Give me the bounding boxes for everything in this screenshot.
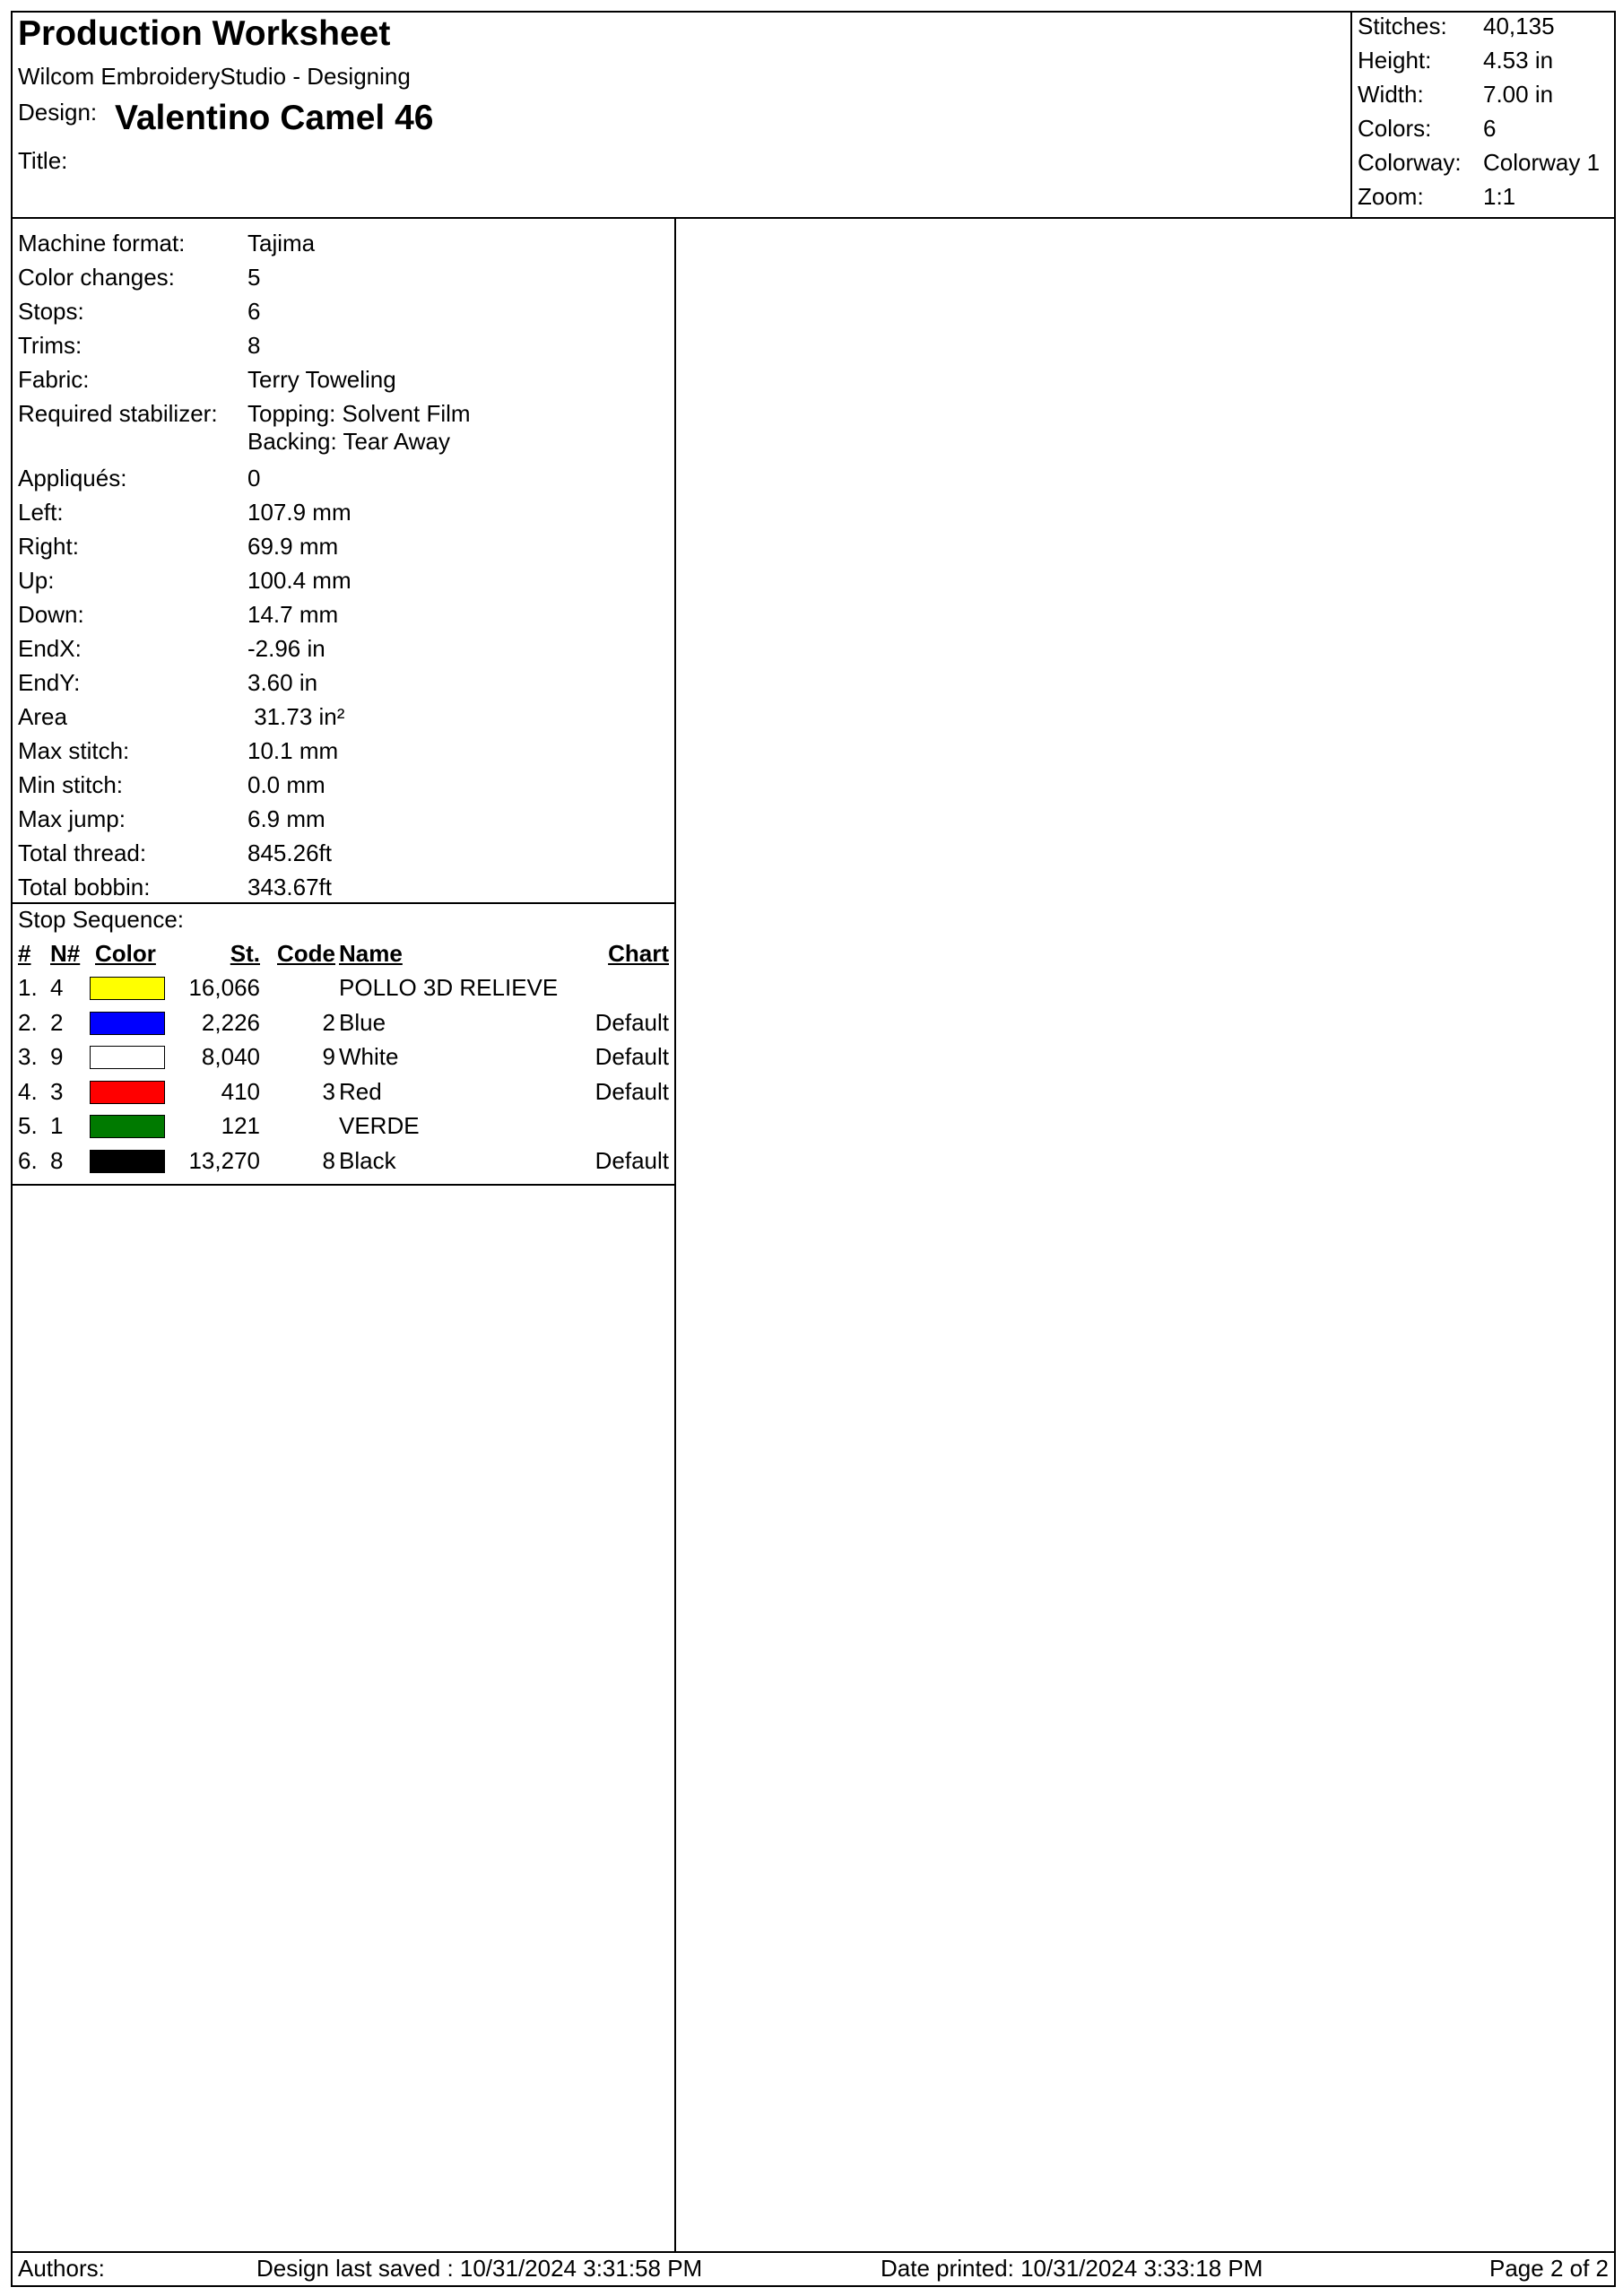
summary-value: 1:1: [1483, 183, 1516, 210]
header-name: Name: [339, 940, 403, 967]
info-value: 31.73 in²: [247, 703, 345, 730]
summary-row-stitches: [1352, 13, 1616, 47]
info-value: 6.9 mm: [247, 805, 325, 832]
header: [13, 13, 1614, 219]
info-label: EndX:: [18, 635, 82, 662]
info-label: Machine format:: [18, 230, 186, 257]
stop-needle: 8: [50, 1147, 64, 1174]
stop-stitches: 8,040: [201, 1043, 260, 1070]
info-value: 845.26ft: [247, 839, 332, 866]
info-value: Topping: Solvent Film: [247, 400, 471, 427]
color-swatch: [90, 1012, 165, 1035]
info-label: Right:: [18, 533, 79, 560]
info-label: Down:: [18, 601, 84, 628]
info-value: Tajima: [247, 230, 316, 257]
stop-code: 2: [322, 1009, 335, 1036]
color-swatch: [90, 977, 165, 1000]
design-info-panel: [13, 219, 676, 1186]
stop-chart: Default: [595, 1009, 669, 1036]
stop-chart: Default: [595, 1078, 669, 1105]
info-label: Required stabilizer:: [18, 400, 218, 427]
summary-value: Colorway 1: [1483, 149, 1601, 176]
color-swatch: [90, 1081, 165, 1104]
panel-divider: [674, 1184, 676, 2251]
info-value: 69.9 mm: [247, 533, 339, 560]
header-code: Code: [277, 940, 335, 967]
header-index: #: [18, 940, 31, 967]
info-label: Max jump:: [18, 805, 126, 832]
summary-row-height: [1352, 47, 1616, 81]
stop-name: Red: [339, 1078, 382, 1105]
color-swatch: [90, 1046, 165, 1069]
design-name: Valentino Camel 46: [115, 99, 434, 137]
info-label: Color changes:: [18, 264, 175, 291]
info-label: Stops:: [18, 298, 84, 325]
stop-sequence-title: Stop Sequence:: [18, 906, 185, 933]
info-label: Up:: [18, 567, 55, 594]
summary-value: 6: [1483, 115, 1497, 142]
color-swatch: [90, 1150, 165, 1173]
info-label: Trims:: [18, 332, 82, 359]
info-value: 3.60 in: [247, 669, 318, 696]
info-value: Terry Toweling: [247, 366, 396, 393]
info-label: EndY:: [18, 669, 81, 696]
info-label: Left:: [18, 499, 64, 526]
summary-label: Zoom:: [1358, 183, 1424, 210]
info-value: 14.7 mm: [247, 601, 339, 628]
summary-label: Width:: [1358, 81, 1424, 108]
design-label: Design:: [18, 99, 98, 126]
summary-value: 40,135: [1483, 13, 1555, 39]
stop-stitches: 121: [221, 1112, 260, 1139]
stop-chart: Default: [595, 1147, 669, 1174]
stop-name: White: [339, 1043, 399, 1070]
stop-needle: 2: [50, 1009, 64, 1036]
info-value: 100.4 mm: [247, 567, 352, 594]
header-chart: Chart: [608, 940, 669, 967]
stop-index: 4.: [18, 1078, 38, 1105]
summary-label: Height:: [1358, 47, 1432, 74]
stop-code: 3: [322, 1078, 335, 1105]
stop-stitches: 2,226: [201, 1009, 260, 1036]
footer-date-printed: Date printed: 10/31/2024 3:33:18 PM: [881, 2255, 1263, 2282]
info-label: Min stitch:: [18, 771, 124, 798]
stop-index: 5.: [18, 1112, 38, 1139]
info-value: 5: [247, 264, 261, 291]
header-color: Color: [95, 940, 156, 967]
info-value: 8: [247, 332, 261, 359]
stop-needle: 4: [50, 974, 64, 1001]
info-label: Total bobbin:: [18, 874, 151, 900]
info-value: -2.96 in: [247, 635, 325, 662]
stop-stitches: 410: [221, 1078, 260, 1105]
stop-name: POLLO 3D RELIEVE: [339, 974, 559, 1001]
info-value: 107.9 mm: [247, 499, 352, 526]
summary-row-colorway: [1352, 149, 1616, 183]
stop-name: VERDE: [339, 1112, 420, 1139]
stop-code: 8: [322, 1147, 335, 1174]
stop-index: 1.: [18, 974, 38, 1001]
stop-index: 2.: [18, 1009, 38, 1036]
stop-stitches: 13,270: [188, 1147, 260, 1174]
stop-needle: 3: [50, 1078, 64, 1105]
info-value: 0.0 mm: [247, 771, 325, 798]
stop-name: Blue: [339, 1009, 386, 1036]
info-label: Area: [18, 703, 67, 730]
footer-page-number: Page 2 of 2: [1489, 2255, 1609, 2282]
summary-label: Colors:: [1358, 115, 1432, 142]
color-swatch: [90, 1115, 165, 1138]
header-stitches: St.: [230, 940, 260, 967]
footer-authors: Authors:: [18, 2255, 105, 2282]
info-value: 0: [247, 465, 261, 491]
summary-row-zoom: [1352, 183, 1616, 217]
info-value: Backing: Tear Away: [247, 428, 450, 455]
footer-last-saved: Design last saved : 10/31/2024 3:31:58 PM: [256, 2255, 703, 2282]
summary-label: Colorway:: [1358, 149, 1462, 176]
summary-value: 4.53 in: [1483, 47, 1554, 74]
stop-needle: 9: [50, 1043, 64, 1070]
info-label: Max stitch:: [18, 737, 130, 764]
stop-stitches: 16,066: [188, 974, 260, 1001]
stop-sequence-table: [13, 902, 674, 1184]
stop-needle: 1: [50, 1112, 64, 1139]
summary-row-width: [1352, 81, 1616, 115]
info-value: 10.1 mm: [247, 737, 339, 764]
stop-name: Black: [339, 1147, 396, 1174]
info-value: 6: [247, 298, 261, 325]
footer: [13, 2251, 1614, 2285]
page-title: Production Worksheet: [18, 14, 391, 53]
summary-row-colors: [1352, 115, 1616, 149]
stop-index: 3.: [18, 1043, 38, 1070]
summary-value: 7.00 in: [1483, 81, 1554, 108]
stop-chart: Default: [595, 1043, 669, 1070]
summary-box: [1350, 13, 1614, 217]
info-label: Total thread:: [18, 839, 147, 866]
info-label: Appliqués:: [18, 465, 127, 491]
worksheet-page: [11, 11, 1616, 2287]
info-label: Fabric:: [18, 366, 90, 393]
info-value: 343.67ft: [247, 874, 332, 900]
stop-index: 6.: [18, 1147, 38, 1174]
summary-label: Stitches:: [1358, 13, 1447, 39]
software-name: Wilcom EmbroideryStudio - Designing: [18, 63, 411, 90]
header-needle: N#: [50, 940, 81, 967]
title-label: Title:: [18, 147, 68, 174]
stop-code: 9: [322, 1043, 335, 1070]
